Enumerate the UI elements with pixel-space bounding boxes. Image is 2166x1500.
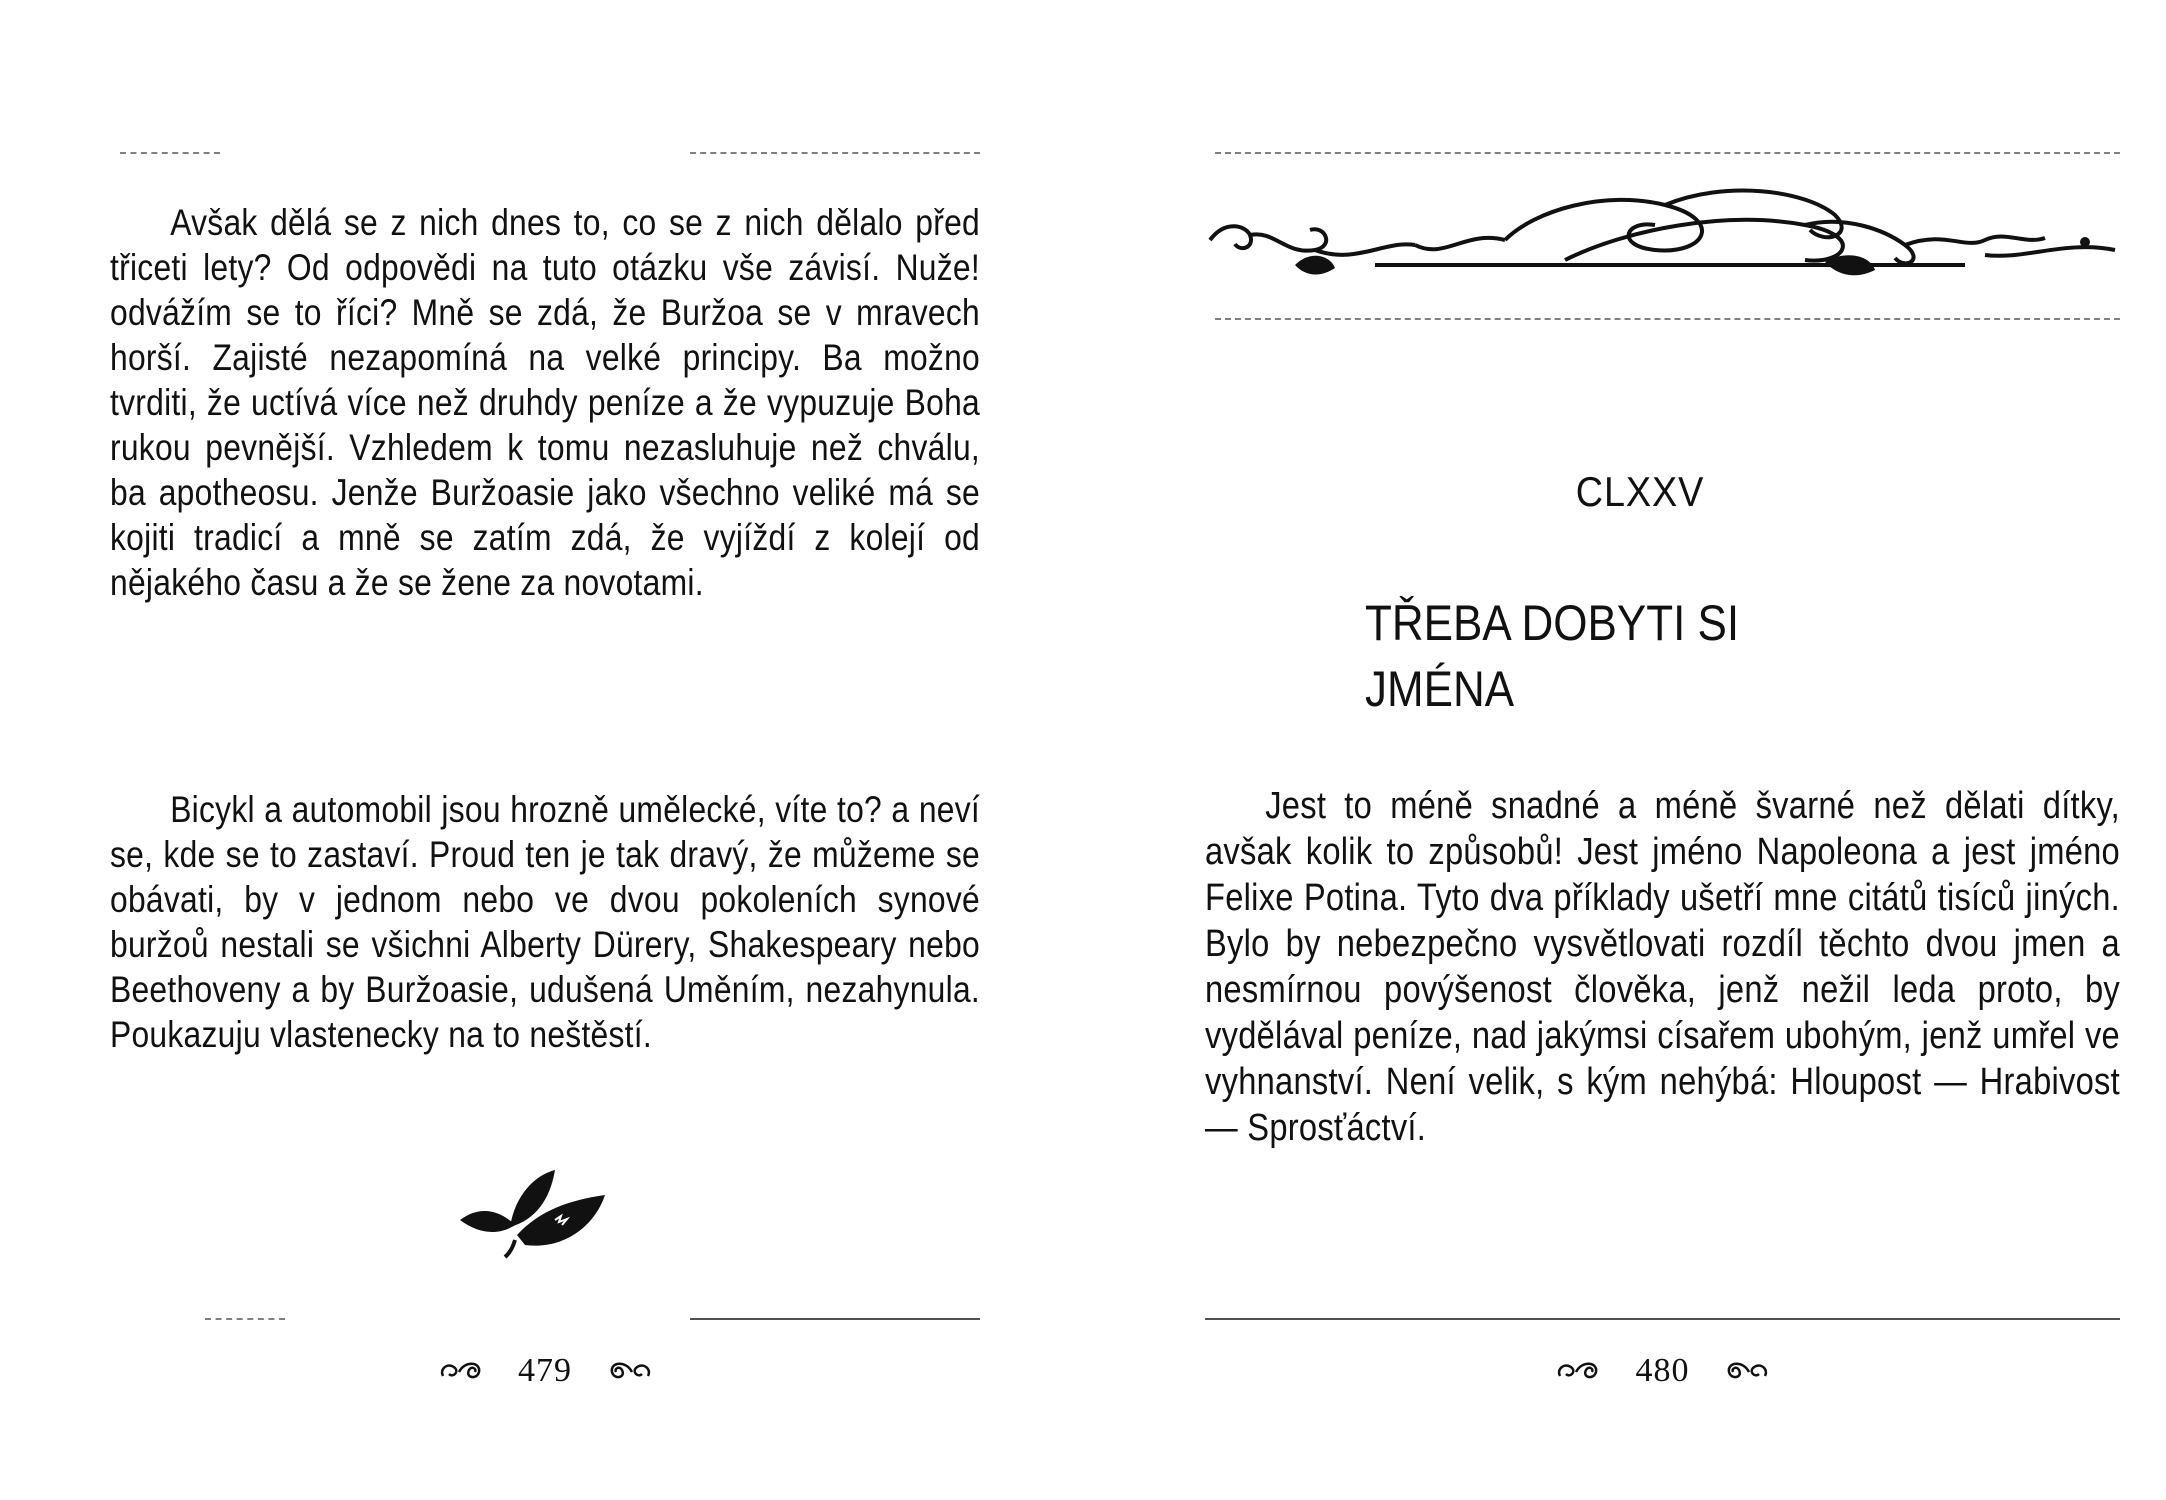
scroll-flourish-icon	[1713, 1356, 1773, 1386]
leaf-fleuron-icon	[455, 1165, 615, 1260]
body-paragraph: Bicykl a automobil jsou hrozně umělecké, víte to? a neví se, kde se to zastaví. Proud ten je tak dravý, že můžeme se obávati, by v jednom nebo ve dvou pokoleních synové buržoů nestali se všichni Alberty Dürery, Shakespeary nebo Beethoveny a by Buržoasie, udušená Uměním, nezahynula. Poukazuju vlastenecky na to neštěstí.	[110, 789, 980, 1055]
scroll-flourish-icon	[596, 1356, 656, 1386]
left-page	[110, 0, 980, 1500]
chapter-title-line: JMÉNA	[1365, 661, 1515, 717]
bottom-rule	[205, 1318, 285, 1320]
scroll-ornament-icon	[1205, 170, 2120, 300]
scroll-flourish-icon	[435, 1356, 495, 1386]
chapter-title-line: TŘEBA DOBYTI SI	[1365, 595, 1740, 651]
body-paragraph: Avšak dělá se z nich dnes to, co se z nich dělalo před třiceti lety? Od odpovědi na tuto otázku vše závisí. Nuže! odvážím se to říci? Mně se zdá, že Buržoa se v mravech horší. Zajisté nezapomíná na velké principy. Ba možno tvrditi, že uctívá více než druhdy peníze a že vypuzuje Boha rukou pevnější. Vzhledem k tomu nezasluhuje než chválu, ba apotheosu. Jenže Buržoasie jako všechno veliké má se kojiti tradicí a mně se zatím zdá, že vyjíždí z kolejí od nějakého času a že se žene za novotami.	[110, 202, 980, 603]
page-footer	[110, 1350, 980, 1390]
top-rule	[690, 152, 980, 154]
right-page	[1205, 0, 2120, 1500]
page-number: 480	[1635, 1352, 1690, 1390]
body-paragraph: Jest to méně snadné a méně švarné než dělati dítky, avšak kolik to způsobů! Jest jméno Napoleona a jest jméno Felixe Potina. Tyto dva příklady ušetří mne citátů tisíců jiných. Bylo by nebezpečno vysvětlovati rozdíl těchto dvou jmen a nesmírnou povýšenost člověka, jenž nežil leda proto, by vydělával peníze, nad jakýmsi císařem ubohým, jenž umřel ve vyhnanství. Není velik, s kým nehýbá: Hloupost — Hrabivost — Sprosťáctví.	[1205, 785, 2120, 1149]
scroll-flourish-icon	[1552, 1356, 1612, 1386]
page-footer	[1205, 1350, 2120, 1390]
top-rule	[1215, 318, 2120, 320]
top-rule	[1215, 152, 2120, 154]
page-number: 479	[518, 1352, 572, 1390]
chapter-number: CLXXV	[1575, 468, 1705, 515]
top-rule	[120, 152, 220, 154]
bottom-rule	[1205, 1318, 2120, 1320]
chapter-title	[1365, 590, 1928, 722]
bottom-rule	[690, 1318, 980, 1320]
